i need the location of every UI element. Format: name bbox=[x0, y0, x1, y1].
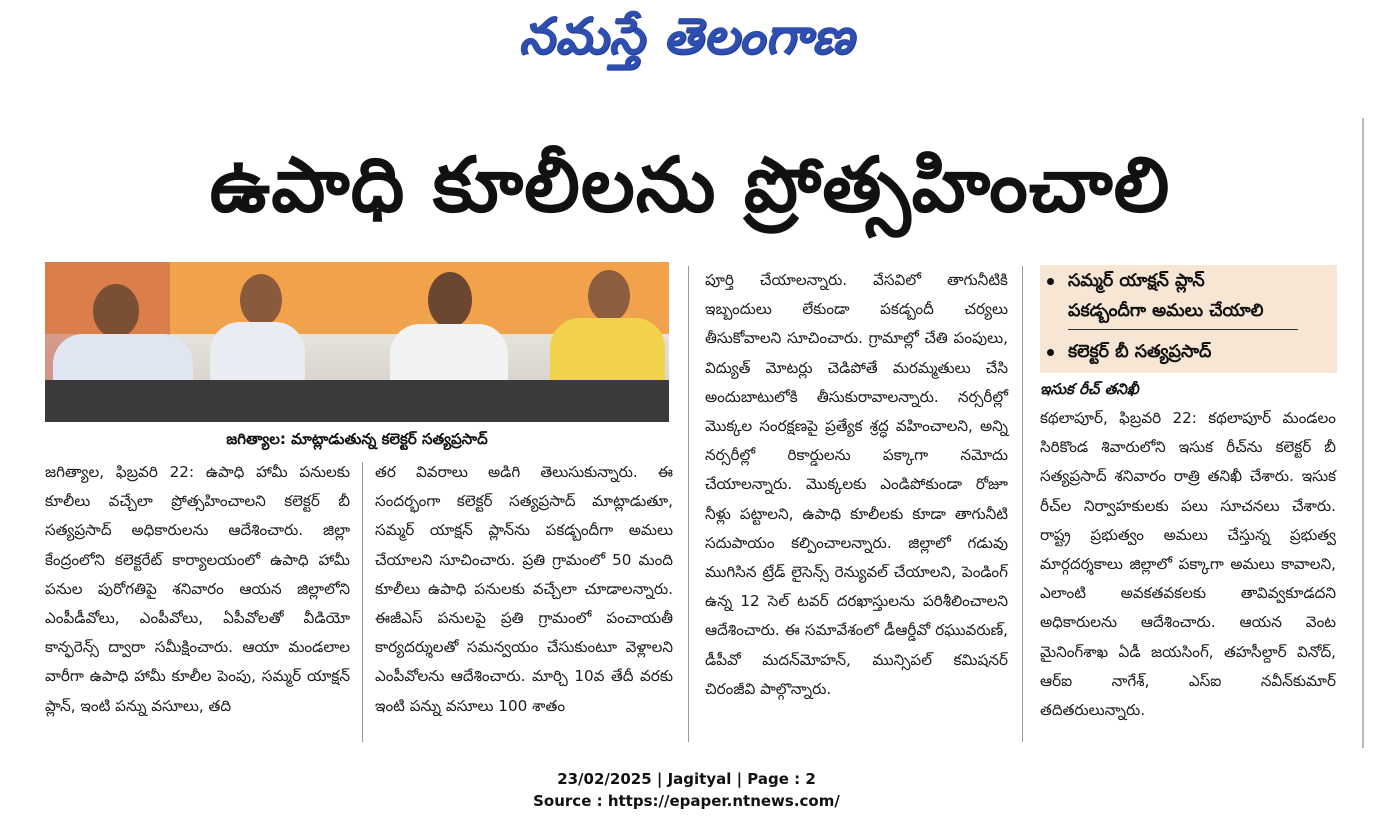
article-column-4: కథలాపూర్, ఫిబ్రవరి 22: కథలాపూర్ మండలం సిరికొండ శివారులోని ఇసుక రీచ్‌ను కలెక్టర్ బీ సత్యప్రసాద్ శనివారం రాత్రి తనిఖీ చేశారు. ఇసుక రీచ్‌ల నిర్వాహకులకు పలు సూచనలు చేశారు. రాష్ట్ర ప్రభుత్వం అమలు చేస్తున్న ప్రభుత్వ మార్గదర్శకాలు జిల్లాలో పక్కాగా అమలు కావాలని, ఎలాంటి అవకతవకలకు తావివ్వకూడదని అధికారులను ఆదేశించారు. ఆయన వెంట మైనింగ్‌శాఖ ఏడీ జయసింగ్, తహసీల్దార్ వినోద్, ఆర్ఐ నాగేశ్, ఎస్ఐ నవీన్‌కుమార్ తదితరులున్నారు. bbox=[1040, 409, 1336, 720]
sidebar-subhead: ఇసుక రీచ్ తనిఖీ bbox=[1040, 380, 1139, 398]
column-divider bbox=[688, 266, 689, 742]
masthead-title: నమస్తే తెలంగాణ bbox=[518, 6, 855, 65]
photo-caption: జగిత్యాల: మాట్లాడుతున్న కలెక్టర్ సత్యప్రసాద్ bbox=[226, 430, 488, 448]
highlight-bullet-2 bbox=[1047, 339, 1332, 366]
article-column-1: జగిత్యాల, ఫిబ్రవరి 22: ఉపాధి హామీ పనులకు కూలీలు వచ్చేలా ప్రోత్సహించాలని కలెక్టర్ బీ సత్యప్రసాద్ అధికారులను ఆదేశించారు. జిల్లా కేంద్రంలోని కలెక్టరేట్ కార్యాలయంలో ఉపాధి హామీ పనుల పురోగతిపై శనివారం ఆయన జిల్లాలోని ఎంపీడీవోలు, ఎంపీవోలు, ఏపీవోలతో వీడియో కాన్ఫరెన్స్ ద్వారా సమీక్షించారు. ఆయా మండలాల వారీగా ఉపాధి హామీ కూలీల పెంపు, సమ్మర్ యాక్షన్ ప్లాన్, ఇంటి పన్ను వసూలు, తది bbox=[45, 463, 350, 715]
highlight-bullet-1b bbox=[1047, 298, 1353, 325]
newspaper-masthead bbox=[0, 0, 1373, 80]
footer-source: Source : https://epaper.ntnews.com/ bbox=[533, 792, 840, 810]
page-edge-line bbox=[1362, 118, 1364, 748]
highlight-bullet-1 bbox=[1047, 268, 1332, 295]
article-column-3: పూర్తి చేయాలన్నారు. వేసవిలో తాగునీటికి ఇబ్బందులు లేకుండా పకడ్బందీ చర్యలు తీసుకోవాలని సూచించారు. గ్రామాల్లో చేతి పంపులు, విద్యుత్ మోటర్లు చెడిపోతే మరమ్మతులు చేసి అందుబాటులోకి తీసుకురావాలన్నారు. నర్సరీల్లో మొక్కల సంరక్షణపై ప్రత్యేక శ్రద్ధ వహించాలని, అన్ని నర్సరీల్లో రికార్డులను పక్కాగా నమోదు చేయాలన్నారు. మొక్కలకు ఎండిపోకుండా రోజూ నీళ్లు పట్టాలని, ఉపాధి కూలీలకు కూడా తాగునీటి సదుపాయం కల్పించాలన్నారు. జిల్లాలో గడువు ముగిసిన ట్రేడ్ లైసెన్స్ రెన్యువల్ చేయాలని, పెండింగ్ ఉన్న 12 సెల్ టవర్ దరఖాస్తులను పరిశీలించాలని ఆదేశించారు. ఈ సమావేశంలో డీఆర్డీవో రఘువరుణ్, డీపీవో మదన్‌మోహన్, మున్సిపల్ కమిషనర్ చిరంజీవి పాల్గొన్నారు. bbox=[705, 271, 1008, 698]
article-column-2: తర వివరాలు అడిగి తెలుసుకున్నారు. ఈ సందర్భంగా కలెక్టర్ సత్యప్రసాద్ మాట్లాడుతూ, సమ్మర్ యాక్షన్ ప్లాన్‌ను పకడ్బందీగా అమలు చేయాలని సూచించారు. ప్రతి గ్రామంలో 50 మంది కూలీలు ఉపాధి పనులకు వచ్చేలా చూడాలన్నారు. ఈజీఎస్ పనులపై ప్రతి గ్రామంలో పంచాయతీ కార్యదర్శులతో సమన్వయం చేసుకుంటూ వెళ్లాలని ఎంపీవోలను ఆదేశించారు. మార్చి 10వ తేదీ వరకు ఇంటి పన్ను వసూలు 100 శాతం bbox=[375, 463, 673, 715]
bullet-dot-icon bbox=[1047, 278, 1054, 285]
highlight-bullet-1-line1: సమ్మర్ యాక్షన్ ప్లాన్ bbox=[1068, 271, 1205, 291]
article-headline: ఉపాధి కూలీలను ప్రోత్సహించాలి bbox=[209, 140, 1171, 229]
column-divider bbox=[362, 462, 363, 742]
highlight-bullet-2-text: కలెక్టర్ బీ సత్యప్రసాద్ bbox=[1068, 342, 1212, 362]
column-divider bbox=[1022, 266, 1023, 742]
article-photo bbox=[45, 262, 669, 422]
footer-dateline: 23/02/2025 | Jagityal | Page : 2 bbox=[557, 770, 816, 788]
bullet-dot-icon bbox=[1047, 349, 1054, 356]
highlight-divider bbox=[1068, 329, 1298, 330]
highlight-bullet-1-line2: పకడ్బందీగా అమలు చేయాలి bbox=[1068, 301, 1264, 321]
photo-table bbox=[45, 380, 669, 422]
